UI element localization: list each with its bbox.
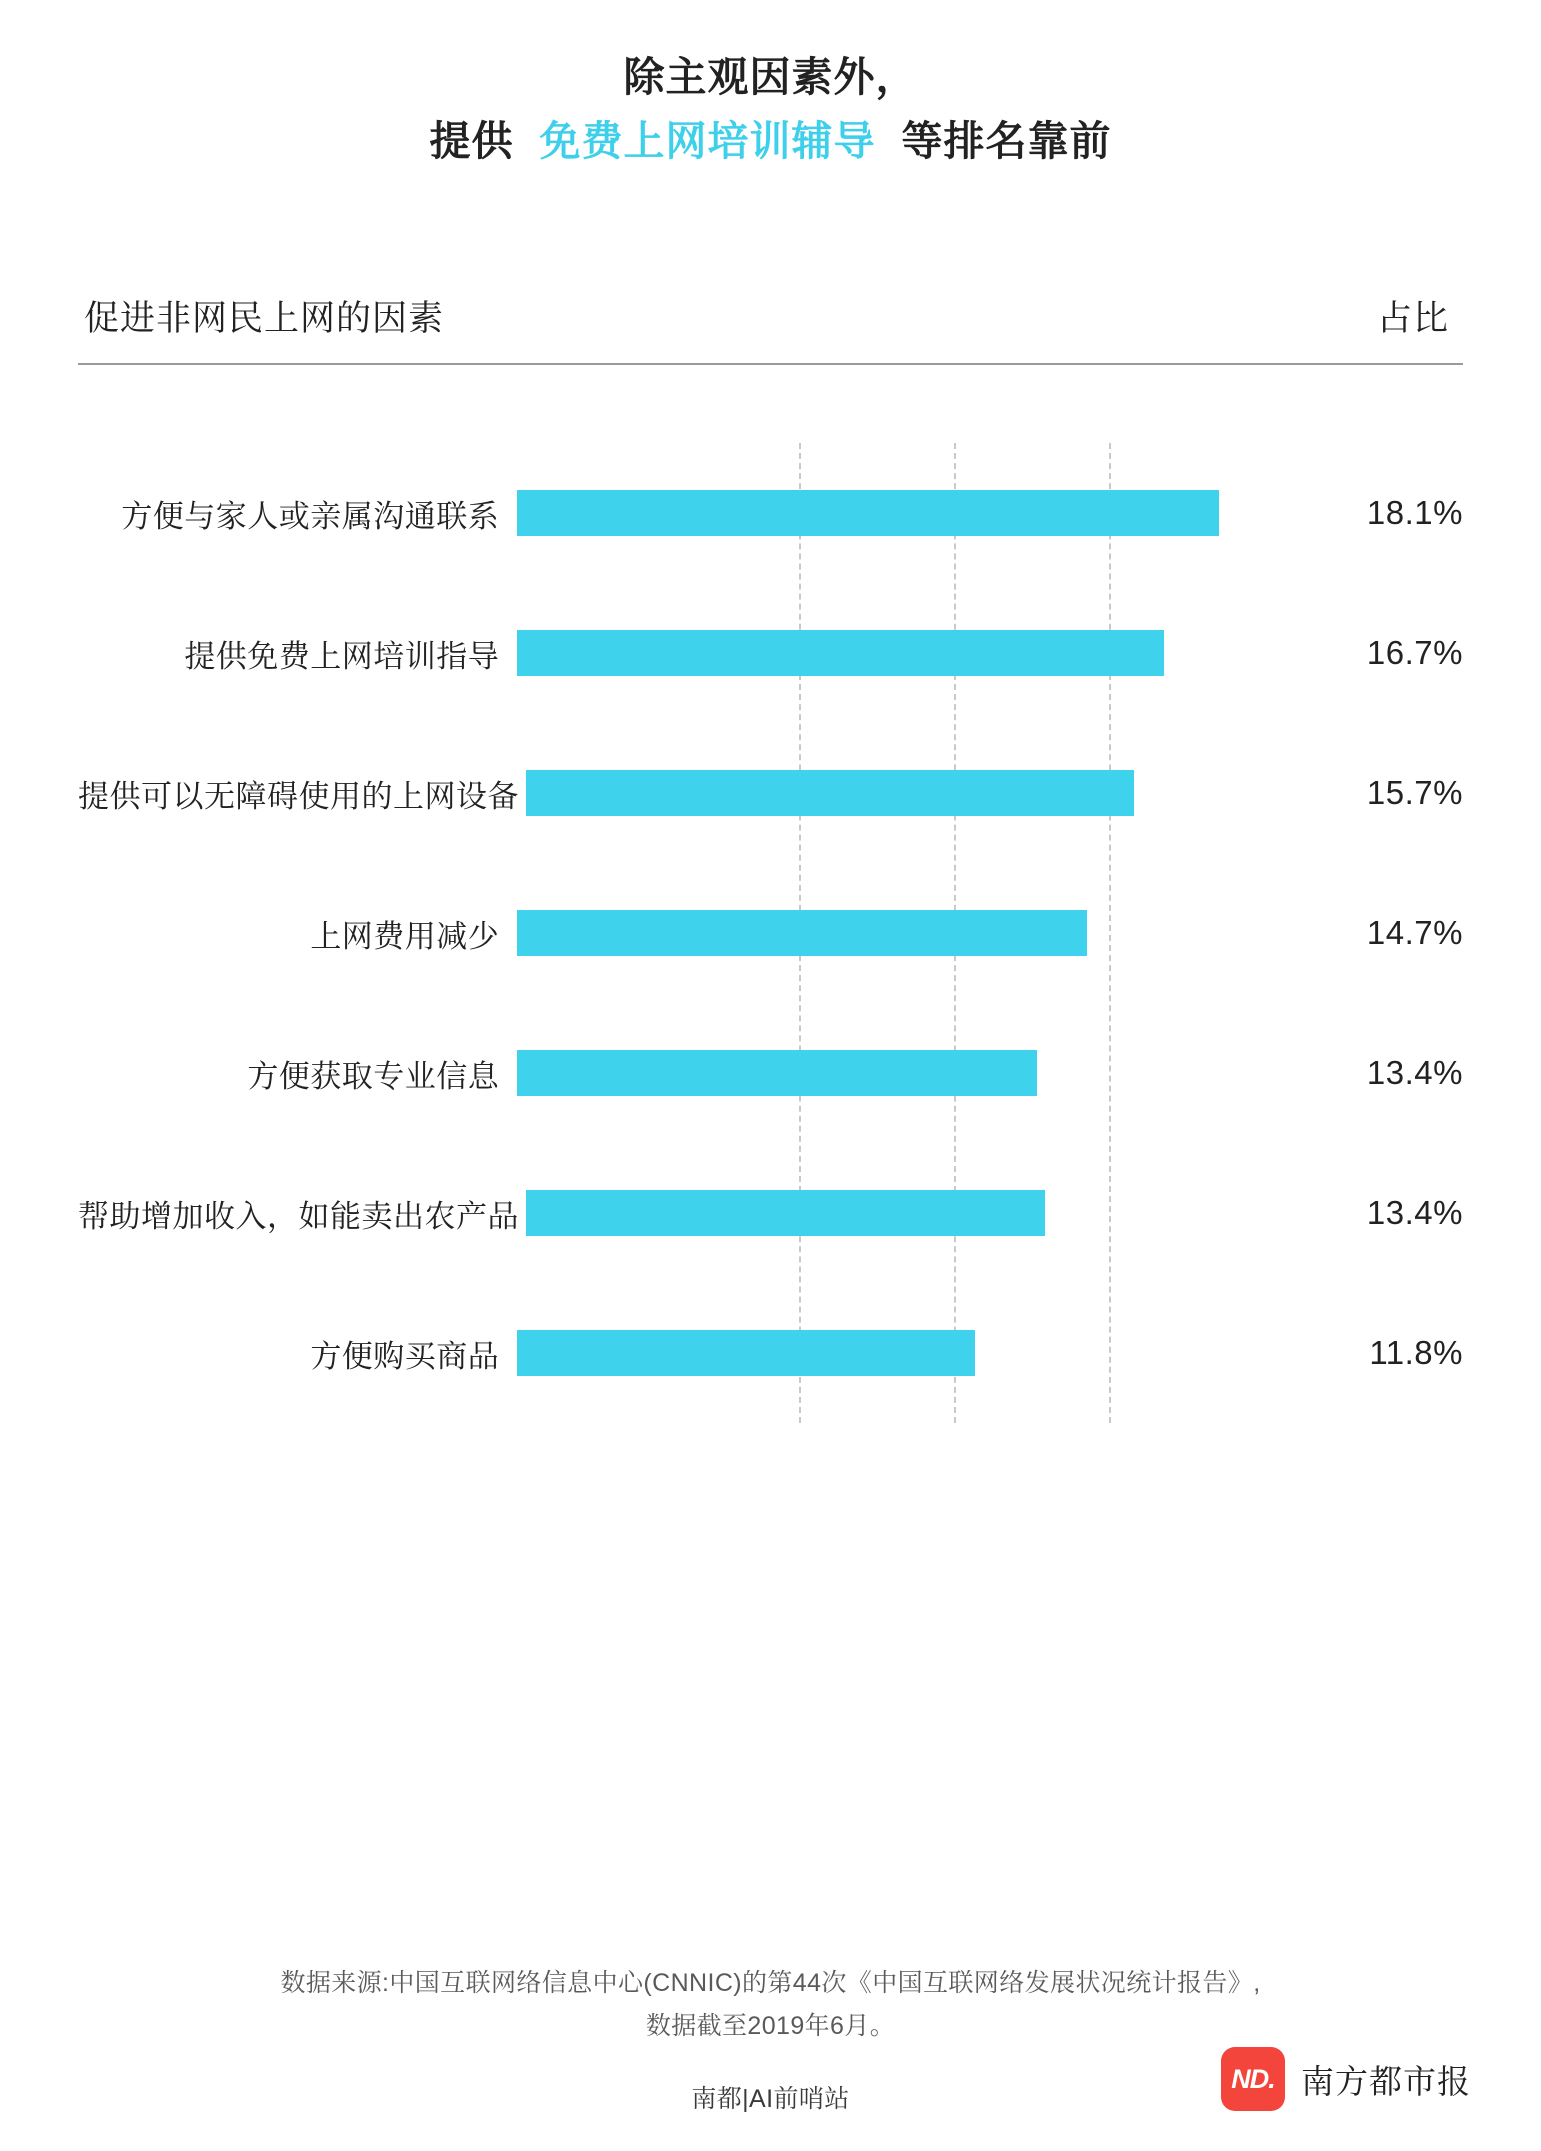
brand-name: 南方都市报 bbox=[1301, 2062, 1471, 2100]
chart-bar-track bbox=[526, 723, 1278, 863]
title-prefix: 提供 bbox=[429, 117, 514, 164]
chart-bar bbox=[517, 1050, 1036, 1096]
brand-logo bbox=[1221, 2047, 1471, 2111]
chart-row bbox=[78, 863, 1463, 1003]
chart-container bbox=[78, 291, 1463, 1423]
chart-value-label: 13.4% bbox=[1366, 1054, 1463, 1092]
chart-bar-track bbox=[517, 863, 1276, 1003]
source-line-2: 数据截至2019年6月。 bbox=[645, 2012, 896, 2041]
chart-value-label: 15.7% bbox=[1366, 774, 1463, 812]
nandu-logo-icon: ND. bbox=[1221, 2047, 1285, 2111]
chart-category-label: 方便获取专业信息 bbox=[247, 1058, 500, 1094]
chart-bar-track bbox=[526, 1143, 1278, 1283]
title-line-2 bbox=[0, 110, 1541, 174]
chart-value-label: 14.7% bbox=[1366, 914, 1463, 952]
title-suffix: 等排名靠前 bbox=[901, 117, 1112, 164]
chart-plot-area bbox=[78, 443, 1463, 1423]
title-accent-text: 免费上网培训辅导 bbox=[539, 117, 876, 164]
chart-bar-track bbox=[517, 583, 1276, 723]
chart-category-label: 提供可以无障碍使用的上网设备 bbox=[78, 778, 519, 814]
chart-value-label: 18.1% bbox=[1366, 494, 1463, 532]
chart-row bbox=[78, 1283, 1463, 1423]
chart-category-label: 提供免费上网培训指导 bbox=[184, 638, 500, 674]
chart-row bbox=[78, 443, 1463, 583]
title-line-1: 除主观因素外， bbox=[623, 54, 918, 100]
chart-bar bbox=[517, 630, 1164, 676]
chart-category-label: 方便购买商品 bbox=[310, 1338, 500, 1374]
chart-header bbox=[78, 291, 1463, 363]
chart-bar bbox=[517, 490, 1218, 536]
chart-row bbox=[78, 1143, 1463, 1283]
chart-value-label: 16.7% bbox=[1366, 634, 1463, 672]
byline: 南都|AI前哨站 bbox=[691, 2085, 850, 2113]
chart-bar-track bbox=[517, 1283, 1276, 1423]
chart-row bbox=[78, 723, 1463, 863]
chart-bar bbox=[526, 1190, 1045, 1236]
chart-value-label: 13.4% bbox=[1366, 1194, 1463, 1232]
chart-row bbox=[78, 1003, 1463, 1143]
chart-rows bbox=[78, 443, 1463, 1423]
chart-category-label: 方便与家人或亲属沟通联系 bbox=[121, 498, 500, 534]
chart-bar bbox=[526, 770, 1134, 816]
chart-header-divider bbox=[78, 363, 1463, 365]
title-block bbox=[0, 0, 1541, 173]
chart-category-label: 帮助增加收入，如能卖出农产品 bbox=[78, 1198, 519, 1234]
chart-bar-track bbox=[517, 443, 1276, 583]
chart-bar-track bbox=[517, 1003, 1276, 1143]
chart-category-label: 上网费用减少 bbox=[310, 918, 500, 954]
chart-value-label: 11.8% bbox=[1369, 1334, 1463, 1372]
chart-bar bbox=[517, 1330, 974, 1376]
chart-header-left: 促进非网民上网的因素 bbox=[84, 299, 445, 339]
chart-bar bbox=[517, 910, 1087, 956]
chart-row bbox=[78, 583, 1463, 723]
chart-header-right: 占比 bbox=[1376, 299, 1449, 339]
source-line-1: 数据来源:中国互联网络信息中心(CNNIC)的第44次《中国互联网络发展状况统计报告》, bbox=[280, 1968, 1261, 1997]
